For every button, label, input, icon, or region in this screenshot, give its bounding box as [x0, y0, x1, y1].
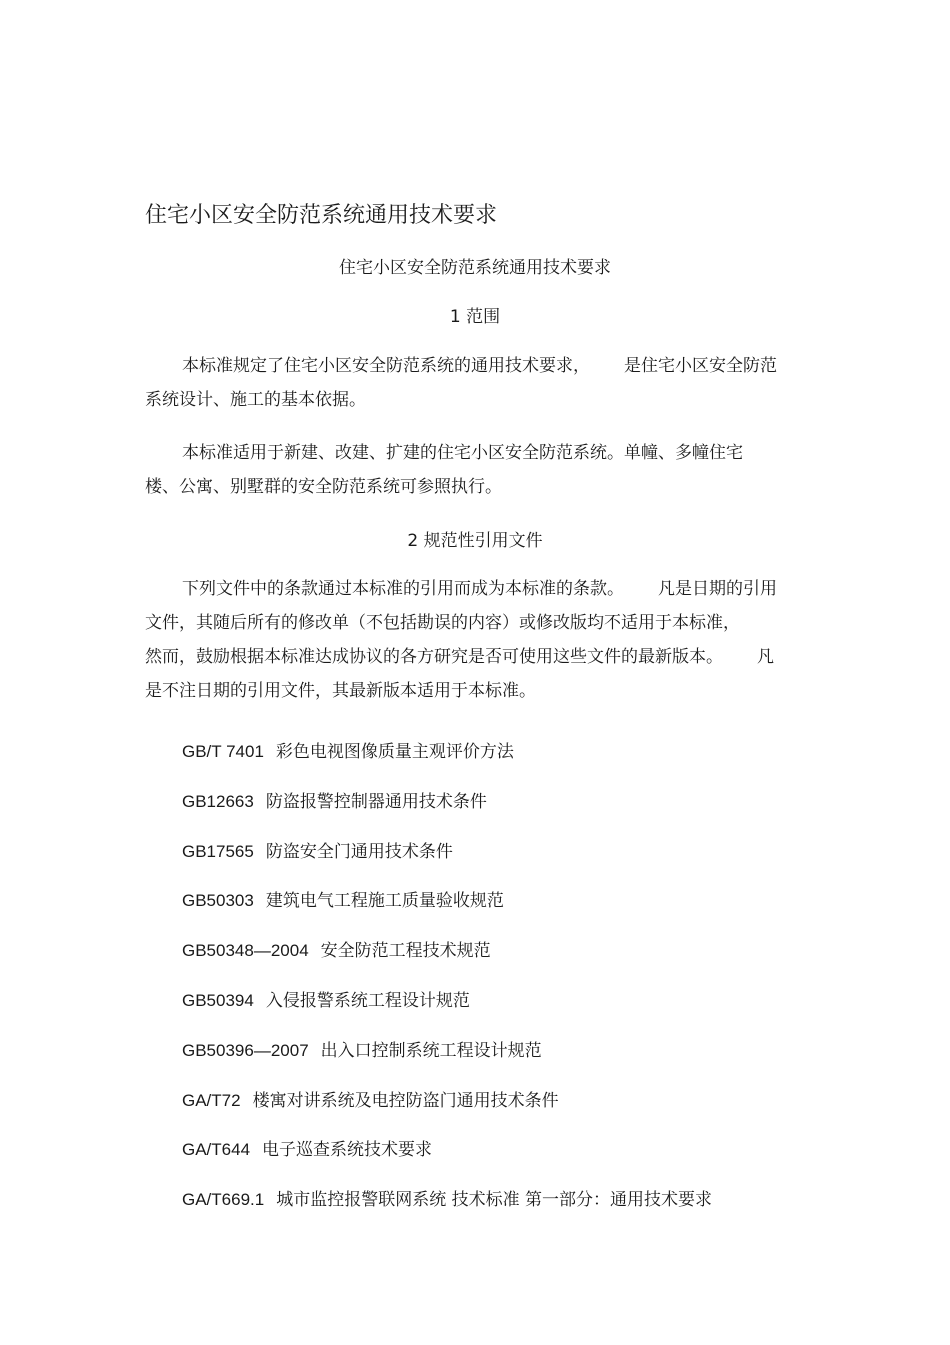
reference-title: 建筑电气工程施工质量验收规范 [265, 891, 504, 912]
scope-paragraph-1 [145, 349, 810, 417]
reference-list [182, 735, 712, 1233]
document-subtitle: 住宅小区安全防范系统通用技术要求 [339, 258, 611, 278]
reference-code: GA/T644 [182, 1140, 251, 1160]
paragraph-line: 系统设计、施工的基本依据。 [145, 390, 366, 410]
reference-code: GB50396—2007 [182, 1040, 309, 1060]
reference-code: GA/T669.1 [182, 1190, 265, 1210]
reference-item [182, 934, 712, 984]
reference-item [182, 1034, 712, 1084]
reference-code: GB50394 [182, 990, 254, 1010]
reference-title: 安全防范工程技术规范 [320, 941, 491, 962]
reference-item [182, 884, 712, 934]
paragraph-line: 楼、公寓、别墅群的安全防范系统可参照执行。 [145, 477, 502, 497]
reference-title: 彩色电视图像质量主观评价方法 [275, 742, 514, 762]
paragraph-line: 是不注日期的引用文件，其最新版本适用于本标准。 [145, 681, 536, 701]
reference-code: GB/T 7401 [182, 742, 264, 761]
paragraph-line: 本标准适用于新建、改建、扩建的住宅小区安全防范系统。单幢、多幢住宅 [182, 443, 743, 463]
paragraph-line [145, 640, 810, 674]
paragraph-text: 凡 [757, 647, 774, 667]
reference-title: 城市监控报警联网系统 技术标准 第一部分：通用技术要求 [276, 1190, 713, 1211]
reference-title: 防盗报警控制器通用技术条件 [265, 791, 487, 812]
paragraph-line [145, 572, 810, 606]
paragraph-text: 然而，鼓励根据本标准达成协议的各方研究是否可使用这些文件的最新版本。 [145, 647, 723, 667]
paragraph-text: 是住宅小区安全防范 [624, 356, 777, 376]
paragraph-text: 本标准规定了住宅小区安全防范系统的通用技术要求， [182, 356, 590, 376]
reference-item [182, 984, 712, 1034]
reference-code: GB12663 [182, 791, 254, 811]
reference-code: GA/T72 [182, 1090, 241, 1110]
reference-title: 电子巡查系统技术要求 [262, 1140, 433, 1161]
reference-item [182, 835, 712, 885]
normative-references-paragraph [145, 572, 810, 708]
scope-paragraph-2 [145, 436, 810, 504]
reference-title: 出入口控制系统工程设计规范 [320, 1040, 542, 1061]
reference-item [182, 1084, 712, 1134]
reference-code: GB50303 [182, 891, 254, 911]
reference-title: 入侵报警系统工程设计规范 [265, 990, 470, 1011]
reference-title: 楼寓对讲系统及电控防盗门通用技术条件 [252, 1090, 559, 1111]
reference-item [182, 785, 712, 835]
paragraph-line: 文件，其随后所有的修改单（不包括勘误的内容）或修改版均不适用于本标准， [145, 613, 740, 633]
reference-item [182, 735, 712, 785]
reference-code: GB50348—2004 [182, 941, 309, 961]
section-2-heading: 2 规范性引用文件 [407, 531, 543, 551]
reference-code: GB17565 [182, 841, 254, 861]
section-1-heading: 1 范围 [449, 307, 501, 327]
reference-item [182, 1183, 712, 1233]
document-title: 住宅小区安全防范系统通用技术要求 [145, 203, 498, 228]
reference-title: 防盗安全门通用技术条件 [265, 841, 453, 862]
paragraph-text: 下列文件中的条款通过本标准的引用而成为本标准的条款。 [182, 579, 624, 599]
reference-item [182, 1133, 712, 1183]
paragraph-line [145, 349, 810, 383]
paragraph-text: 凡是日期的引用 [658, 579, 777, 599]
